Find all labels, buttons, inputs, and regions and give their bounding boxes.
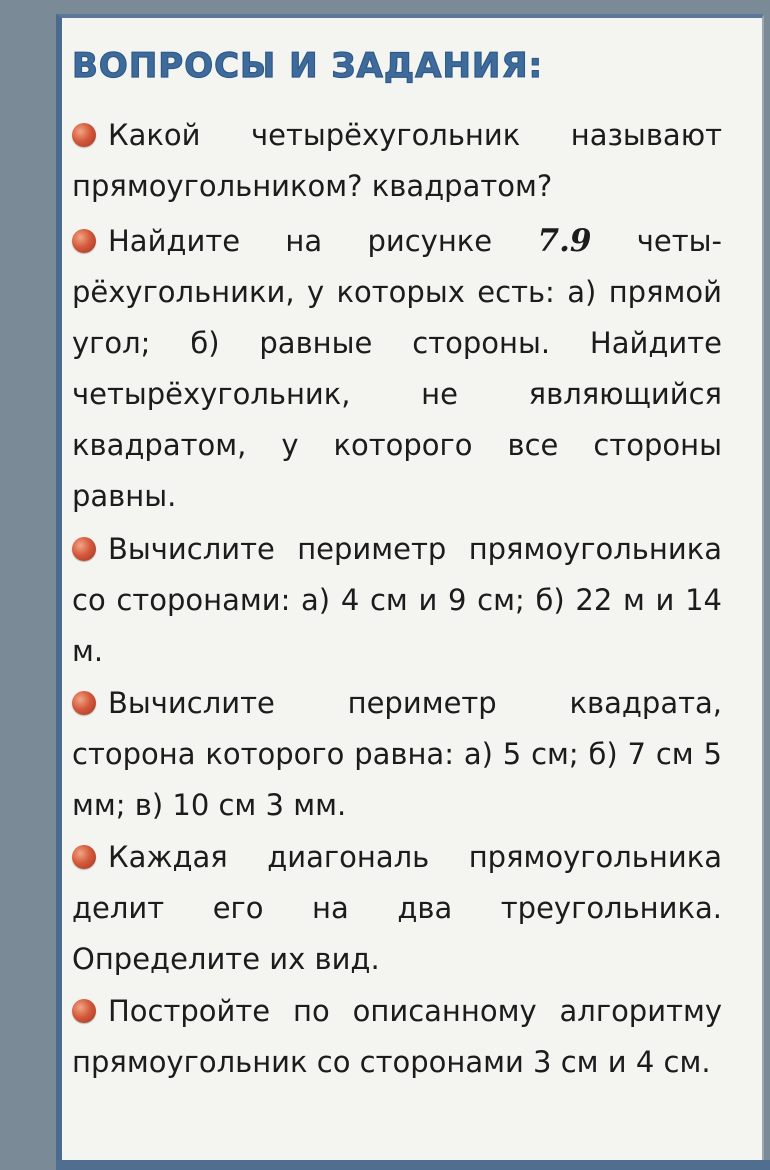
question-text: Какой четырёхугольник называют прямоугольником? квадратом? bbox=[72, 118, 722, 203]
question-text-end: четырёхугольники, у которых есть: а) прямой угол; б) равные стороны. Найдите четырёхугольник, не являющийся квадратом, у которого все стороны равны. bbox=[72, 224, 723, 513]
question-1 bbox=[72, 110, 722, 212]
question-6 bbox=[72, 986, 722, 1088]
question-text: Вычислите периметр квадрата, сторона которого равна: а) 5 см; б) 7 см 5 мм; в) 10 см 3 мм. bbox=[72, 686, 722, 822]
figure-reference: 7.9 bbox=[537, 223, 592, 259]
question-4 bbox=[72, 678, 722, 831]
section-heading: ВОПРОСЫ И ЗАДАНИЯ: bbox=[72, 46, 544, 86]
question-text-start: Найдите на рисунке bbox=[108, 224, 538, 258]
bullet-icon bbox=[72, 537, 96, 561]
question-text: Вычислите периметр прямоугольника со сторонами: а) 4 см и 9 см; б) 22 м и 14 м. bbox=[72, 532, 722, 668]
bottom-border bbox=[56, 1160, 770, 1170]
bullet-icon bbox=[72, 123, 96, 147]
bullet-icon bbox=[72, 999, 96, 1023]
question-text: Каждая диагональ прямоугольника делит его на два треугольника. Определите их вид. bbox=[72, 840, 722, 976]
question-5 bbox=[72, 832, 722, 985]
question-text: Постройте по описанному алгоритму прямоугольник со сторонами 3 см и 4 см. bbox=[72, 994, 722, 1079]
question-2 bbox=[72, 216, 722, 522]
bullet-icon bbox=[72, 845, 96, 869]
bullet-icon bbox=[72, 229, 96, 253]
bullet-icon bbox=[72, 691, 96, 715]
question-3 bbox=[72, 524, 722, 677]
